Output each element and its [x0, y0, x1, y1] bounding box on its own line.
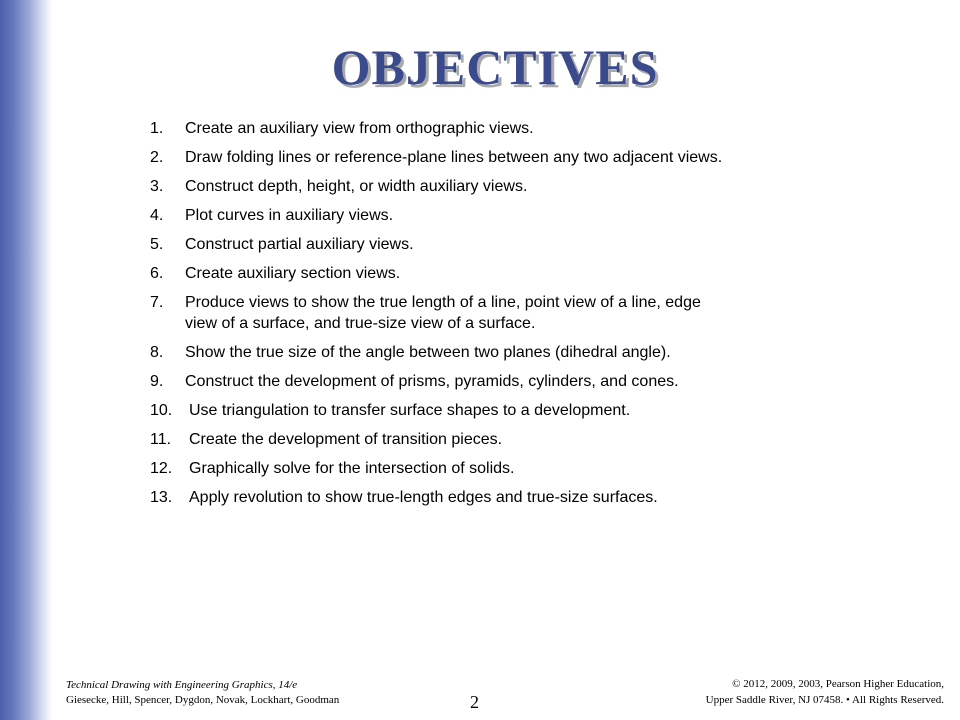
objective-text: Graphically solve for the intersection of solids. — [189, 460, 515, 477]
objective-item — [150, 458, 730, 479]
objective-number: 5. — [150, 236, 164, 253]
objective-text: Construct depth, height, or width auxiliary views. — [185, 178, 528, 195]
book-authors: Giesecke, Hill, Spencer, Dygdon, Novak, Lockhart, Goodman — [66, 694, 340, 706]
objectives-list — [150, 118, 730, 516]
objective-text: Construct partial auxiliary views. — [185, 236, 414, 253]
objective-number: 11. — [150, 431, 172, 448]
objective-item — [150, 234, 730, 255]
objective-text: Produce views to show the true length of a line, point view of a line, edge view of a surface, and true-size view of a surface. — [185, 294, 701, 332]
objective-item — [150, 487, 730, 508]
objective-item — [150, 429, 730, 450]
copyright-line-1: © 2012, 2009, 2003, Pearson Higher Education, — [732, 678, 944, 690]
objective-number: 6. — [150, 265, 164, 282]
objective-number: 2. — [150, 149, 164, 166]
objective-text: Apply revolution to show true-length edges and true-size surfaces. — [189, 489, 658, 506]
objective-item — [150, 371, 730, 392]
slide-title: OBJECTIVES — [331, 39, 659, 95]
objective-item — [150, 176, 730, 197]
objective-item — [150, 400, 730, 421]
objective-item — [150, 292, 730, 334]
objective-number: 13. — [150, 489, 173, 506]
objective-number: 1. — [150, 120, 164, 137]
objective-text: Plot curves in auxiliary views. — [185, 207, 394, 224]
objective-text: Draw folding lines or reference-plane lines between any two adjacent views. — [185, 149, 723, 166]
objective-text: Use triangulation to transfer surface shapes to a development. — [189, 402, 631, 419]
objective-item — [150, 342, 730, 363]
objective-number: 4. — [150, 207, 164, 224]
objective-item — [150, 263, 730, 284]
objective-text: Show the true size of the angle between two planes (dihedral angle). — [185, 344, 671, 361]
objective-text: Create auxiliary section views. — [185, 265, 401, 282]
objective-item — [150, 205, 730, 226]
objective-text: Create the development of transition pieces. — [189, 431, 503, 448]
copyright-line-2: Upper Saddle River, NJ 07458. • All Rights Reserved. — [705, 694, 944, 706]
copyright-notice — [706, 676, 944, 708]
book-title: Technical Drawing with Engineering Graphics, 14/e — [66, 679, 298, 691]
objective-number: 3. — [150, 178, 164, 195]
objective-text: Create an auxiliary view from orthographic views. — [185, 120, 534, 137]
book-citation — [66, 678, 339, 708]
page-number: 2 — [470, 692, 479, 712]
objective-item — [150, 147, 730, 168]
objective-item — [150, 118, 730, 139]
objective-number: 10. — [150, 402, 173, 419]
decorative-side-bar — [0, 0, 52, 720]
objective-number: 9. — [150, 373, 164, 390]
objective-number: 7. — [150, 294, 164, 311]
objective-number: 8. — [150, 344, 164, 361]
objective-number: 12. — [150, 460, 173, 477]
objective-text: Construct the development of prisms, pyramids, cylinders, and cones. — [185, 373, 679, 390]
